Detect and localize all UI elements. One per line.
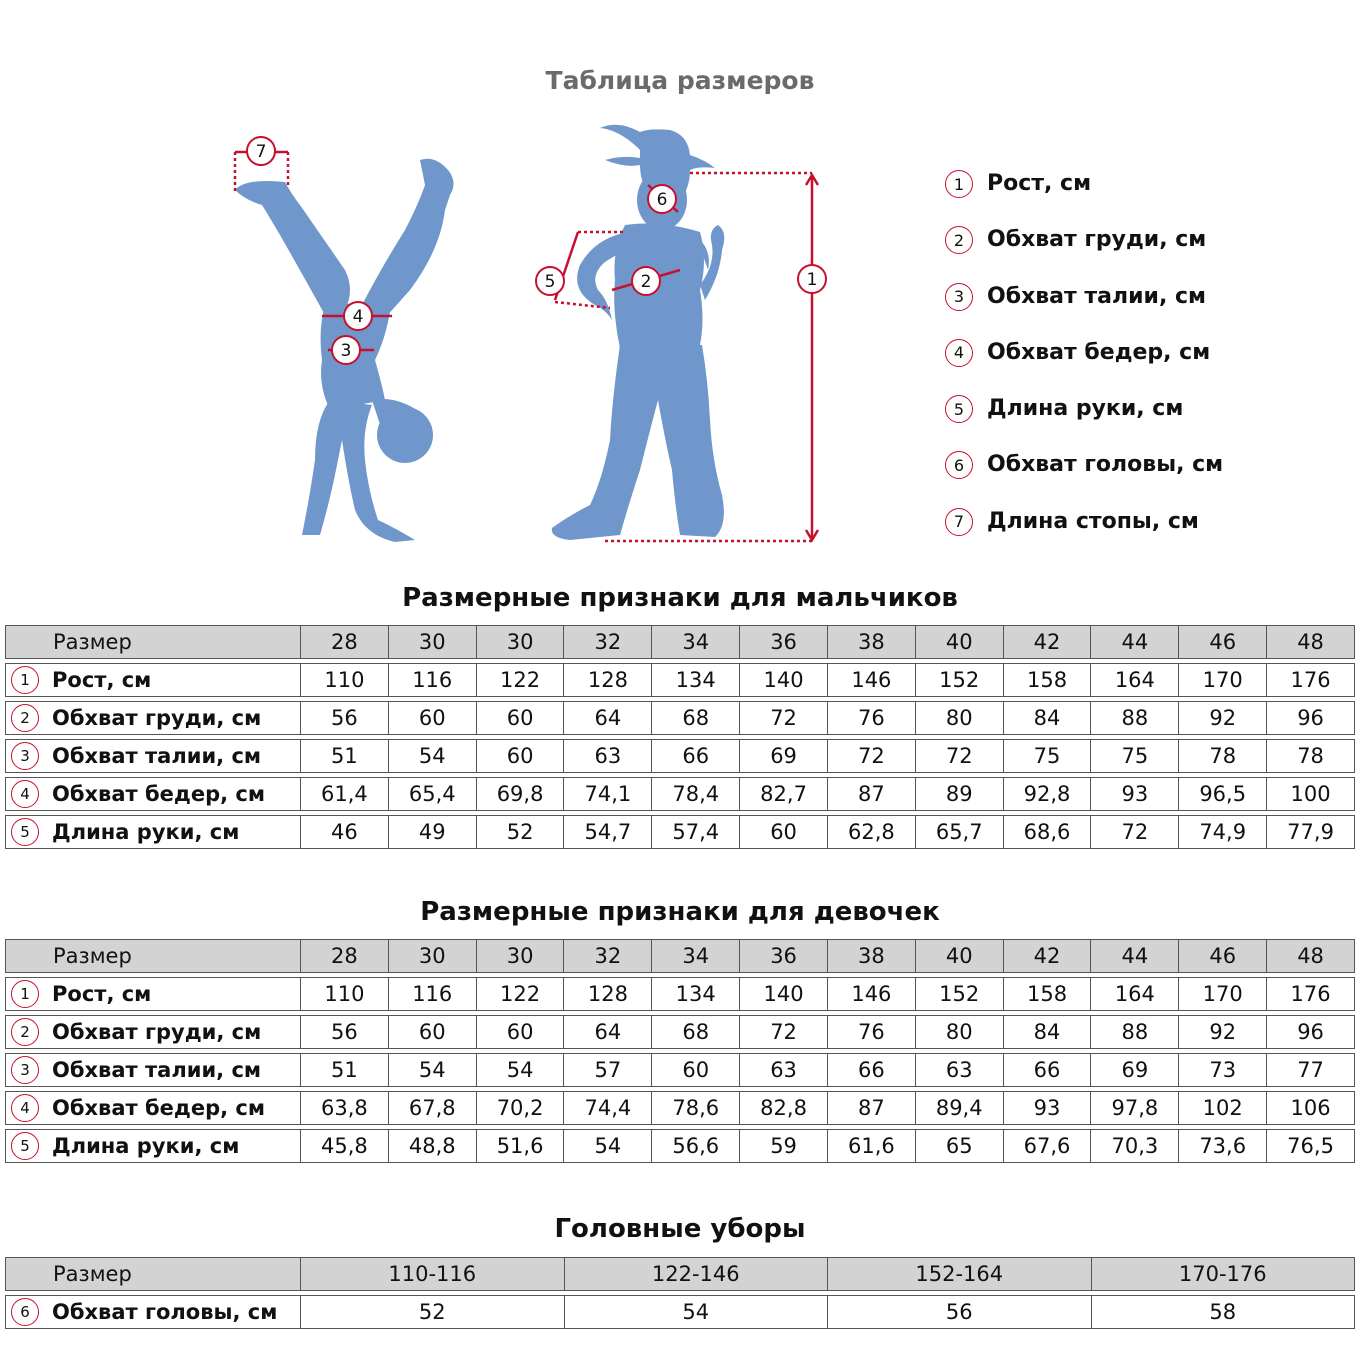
value-cell: 80 [916,1015,1004,1049]
marker-5 [536,267,564,295]
row-label: Обхват талии, см [52,1058,262,1082]
value-cell: 63 [916,1053,1004,1087]
legend-label: Обхват талии, см [987,283,1207,309]
value-cell: 77,9 [1267,815,1355,849]
value-cell: 116 [389,977,477,1011]
size-header-cell: 170-176 [1092,1257,1356,1291]
size-header-cell: 110-116 [301,1257,565,1291]
size-header-cell: 30 [477,939,565,973]
marker-4-text: 4 [352,307,364,327]
girls-table-title: Размерные признаки для девочек [420,897,940,927]
value-cell: 70,3 [1091,1129,1179,1163]
marker-3 [332,336,360,364]
value-cell: 96 [1267,1015,1355,1049]
value-cell: 128 [564,977,652,1011]
value-cell: 146 [828,663,916,697]
value-cell: 140 [740,663,828,697]
size-header-cell: 28 [301,625,389,659]
size-header-cell: 122-146 [565,1257,829,1291]
marker-3-text: 3 [340,341,352,361]
size-header-label: Размер [5,939,301,973]
value-cell: 61,4 [301,777,389,811]
value-cell: 69,8 [477,777,565,811]
value-cell: 63 [564,739,652,773]
number-badge: 1 [11,666,39,694]
number-badge: 4 [945,339,973,367]
size-header-cell: 44 [1091,939,1179,973]
value-cell: 76,5 [1267,1129,1355,1163]
value-cell: 76 [828,701,916,735]
value-cell: 57,4 [652,815,740,849]
marker-2 [632,267,660,295]
size-header-cell: 32 [564,625,652,659]
value-cell: 134 [652,977,740,1011]
value-cell: 152 [916,663,1004,697]
value-cell: 54,7 [564,815,652,849]
value-cell: 93 [1004,1091,1092,1125]
value-cell: 158 [1004,663,1092,697]
size-header-cell: 28 [301,939,389,973]
row-label: Обхват груди, см [52,1020,262,1044]
value-cell: 72 [740,701,828,735]
value-cell: 77 [1267,1053,1355,1087]
size-header-cell: 42 [1004,625,1092,659]
row-label: Длина руки, см [52,820,240,844]
value-cell: 69 [1091,1053,1179,1087]
value-cell: 158 [1004,977,1092,1011]
value-cell: 60 [389,1015,477,1049]
value-cell: 51 [301,739,389,773]
value-cell: 122 [477,977,565,1011]
value-cell: 65,4 [389,777,477,811]
hats-table-title: Головные уборы [554,1214,806,1244]
value-cell: 170 [1179,977,1267,1011]
value-cell: 45,8 [301,1129,389,1163]
size-header-cell: 42 [1004,939,1092,973]
page-title: Таблица размеров [545,66,815,95]
number-badge: 4 [11,1094,39,1122]
value-cell: 56 [301,701,389,735]
value-cell: 67,6 [1004,1129,1092,1163]
number-badge: 2 [11,704,39,732]
value-cell: 116 [389,663,477,697]
value-cell: 65 [916,1129,1004,1163]
row-label-cell [5,1053,301,1087]
value-cell: 88 [1091,1015,1179,1049]
value-cell: 110 [301,977,389,1011]
value-cell: 82,8 [740,1091,828,1125]
value-cell: 89 [916,777,1004,811]
legend-label: Длина стопы, см [987,508,1199,534]
value-cell: 88 [1091,701,1179,735]
value-cell: 58 [1092,1295,1356,1329]
value-cell: 176 [1267,977,1355,1011]
value-cell: 52 [301,1295,565,1329]
size-header-cell: 38 [828,625,916,659]
table-row [5,1129,1355,1163]
row-label-cell [5,815,301,849]
value-cell: 164 [1091,977,1179,1011]
value-cell: 78 [1267,739,1355,773]
size-header-cell: 36 [740,939,828,973]
legend-item [945,170,1223,226]
value-cell: 134 [652,663,740,697]
value-cell: 60 [389,701,477,735]
value-cell: 66 [828,1053,916,1087]
row-label-cell [5,977,301,1011]
size-header-cell: 44 [1091,625,1179,659]
value-cell: 73 [1179,1053,1267,1087]
value-cell: 78 [1179,739,1267,773]
table-row [5,739,1355,773]
table-row [5,1015,1355,1049]
value-cell: 93 [1091,777,1179,811]
value-cell: 128 [564,663,652,697]
value-cell: 74,9 [1179,815,1267,849]
size-header-cell: 32 [564,939,652,973]
legend-item [945,283,1223,339]
value-cell: 69 [740,739,828,773]
table-row [5,777,1355,811]
value-cell: 65,7 [916,815,1004,849]
value-cell: 89,4 [916,1091,1004,1125]
value-cell: 61,6 [828,1129,916,1163]
legend-label: Длина руки, см [987,396,1184,422]
value-cell: 66 [652,739,740,773]
size-header-cell: 40 [916,939,1004,973]
number-badge: 5 [11,1132,39,1160]
legend-label: Обхват бедер, см [987,339,1211,365]
legend-item [945,395,1223,451]
number-badge: 4 [11,780,39,808]
value-cell: 75 [1091,739,1179,773]
size-header-cell: 152-164 [828,1257,1092,1291]
value-cell: 100 [1267,777,1355,811]
value-cell: 92,8 [1004,777,1092,811]
table-row [5,1091,1355,1125]
girls-size-table [5,935,1355,1167]
value-cell: 87 [828,777,916,811]
size-header-cell: 30 [389,939,477,973]
value-cell: 140 [740,977,828,1011]
value-cell: 56 [301,1015,389,1049]
value-cell: 72 [740,1015,828,1049]
size-header-cell: 46 [1179,939,1267,973]
value-cell: 73,6 [1179,1129,1267,1163]
legend-item [945,451,1223,507]
table-row [5,663,1355,697]
value-cell: 60 [740,815,828,849]
value-cell: 110 [301,663,389,697]
value-cell: 59 [740,1129,828,1163]
row-label: Рост, см [52,982,152,1006]
value-cell: 68,6 [1004,815,1092,849]
number-badge: 6 [11,1298,39,1326]
value-cell: 54 [389,1053,477,1087]
value-cell: 56,6 [652,1129,740,1163]
value-cell: 72 [1091,815,1179,849]
value-cell: 63 [740,1053,828,1087]
row-label: Рост, см [52,668,152,692]
number-badge: 2 [11,1018,39,1046]
size-header-cell: 34 [652,939,740,973]
value-cell: 49 [389,815,477,849]
value-cell: 60 [652,1053,740,1087]
marker-2-text: 2 [640,272,652,292]
value-cell: 48,8 [389,1129,477,1163]
number-badge: 2 [945,226,973,254]
value-cell: 60 [477,701,565,735]
value-cell: 170 [1179,663,1267,697]
number-badge: 6 [945,451,973,479]
value-cell: 122 [477,663,565,697]
value-cell: 46 [301,815,389,849]
legend-item [945,339,1223,395]
row-label-cell [5,1015,301,1049]
size-header-cell: 36 [740,625,828,659]
value-cell: 63,8 [301,1091,389,1125]
value-cell: 78,6 [652,1091,740,1125]
header-row [5,939,1355,973]
legend-item [945,508,1223,564]
value-cell: 72 [828,739,916,773]
measurement-legend [945,170,1223,564]
value-cell: 96 [1267,701,1355,735]
value-cell: 97,8 [1091,1091,1179,1125]
value-cell: 82,7 [740,777,828,811]
table-row [5,1053,1355,1087]
boys-table-title: Размерные признаки для мальчиков [402,583,958,613]
marker-1 [798,265,826,293]
row-label: Обхват груди, см [52,706,262,730]
number-badge: 3 [11,742,39,770]
size-header-cell: 46 [1179,625,1267,659]
value-cell: 67,8 [389,1091,477,1125]
value-cell: 54 [565,1295,829,1329]
value-cell: 56 [828,1295,1092,1329]
size-header-label: Размер [5,625,301,659]
row-label-cell [5,739,301,773]
size-header-cell: 48 [1267,939,1355,973]
value-cell: 78,4 [652,777,740,811]
value-cell: 54 [389,739,477,773]
value-cell: 60 [477,1015,565,1049]
value-cell: 68 [652,1015,740,1049]
number-badge: 3 [11,1056,39,1084]
hats-size-table [5,1253,1355,1333]
value-cell: 74,1 [564,777,652,811]
table-row [5,815,1355,849]
value-cell: 70,2 [477,1091,565,1125]
value-cell: 64 [564,1015,652,1049]
row-label: Длина руки, см [52,1134,240,1158]
row-label: Обхват бедер, см [52,782,266,806]
value-cell: 84 [1004,701,1092,735]
value-cell: 60 [477,739,565,773]
size-header-cell: 30 [477,625,565,659]
value-cell: 152 [916,977,1004,1011]
row-label: Обхват талии, см [52,744,262,768]
size-header-cell: 40 [916,625,1004,659]
value-cell: 106 [1267,1091,1355,1125]
table-row [5,977,1355,1011]
value-cell: 92 [1179,701,1267,735]
value-cell: 96,5 [1179,777,1267,811]
marker-6-text: 6 [656,190,668,210]
number-badge: 1 [945,170,973,198]
header-row [5,625,1355,659]
number-badge: 1 [11,980,39,1008]
size-header-cell: 30 [389,625,477,659]
boys-size-table [5,621,1355,853]
marker-5-text: 5 [544,272,556,292]
marker-7-text: 7 [255,142,267,162]
value-cell: 54 [477,1053,565,1087]
row-label-cell [5,1295,301,1329]
value-cell: 75 [1004,739,1092,773]
row-label-cell [5,701,301,735]
value-cell: 164 [1091,663,1179,697]
row-label-cell [5,777,301,811]
legend-label: Рост, см [987,171,1092,196]
number-badge: 3 [945,283,973,311]
marker-1-text: 1 [806,270,818,290]
legend-label: Обхват головы, см [987,452,1224,478]
legend-label: Обхват груди, см [987,227,1207,253]
value-cell: 146 [828,977,916,1011]
row-label: Обхват бедер, см [52,1096,266,1120]
size-header-cell: 34 [652,625,740,659]
value-cell: 66 [1004,1053,1092,1087]
row-label-cell [5,1091,301,1125]
value-cell: 62,8 [828,815,916,849]
size-header-cell: 38 [828,939,916,973]
value-cell: 76 [828,1015,916,1049]
value-cell: 84 [1004,1015,1092,1049]
value-cell: 72 [916,739,1004,773]
number-badge: 7 [945,508,973,536]
legend-item [945,226,1223,282]
marker-7 [247,137,275,165]
value-cell: 51 [301,1053,389,1087]
number-badge: 5 [11,818,39,846]
value-cell: 92 [1179,1015,1267,1049]
marker-4 [344,302,372,330]
value-cell: 57 [564,1053,652,1087]
row-label: Обхват головы, см [52,1300,278,1324]
value-cell: 51,6 [477,1129,565,1163]
value-cell: 54 [564,1129,652,1163]
row-label-cell [5,1129,301,1163]
header-row [5,1257,1355,1291]
value-cell: 80 [916,701,1004,735]
girl-figure [552,125,724,540]
value-cell: 74,4 [564,1091,652,1125]
value-cell: 64 [564,701,652,735]
value-cell: 87 [828,1091,916,1125]
value-cell: 176 [1267,663,1355,697]
number-badge: 5 [945,395,973,423]
value-cell: 52 [477,815,565,849]
marker-6 [648,185,676,213]
value-cell: 102 [1179,1091,1267,1125]
table-row [5,701,1355,735]
row-label-cell [5,663,301,697]
size-header-cell: 48 [1267,625,1355,659]
table-row [5,1295,1355,1329]
value-cell: 68 [652,701,740,735]
size-header-label: Размер [5,1257,301,1291]
